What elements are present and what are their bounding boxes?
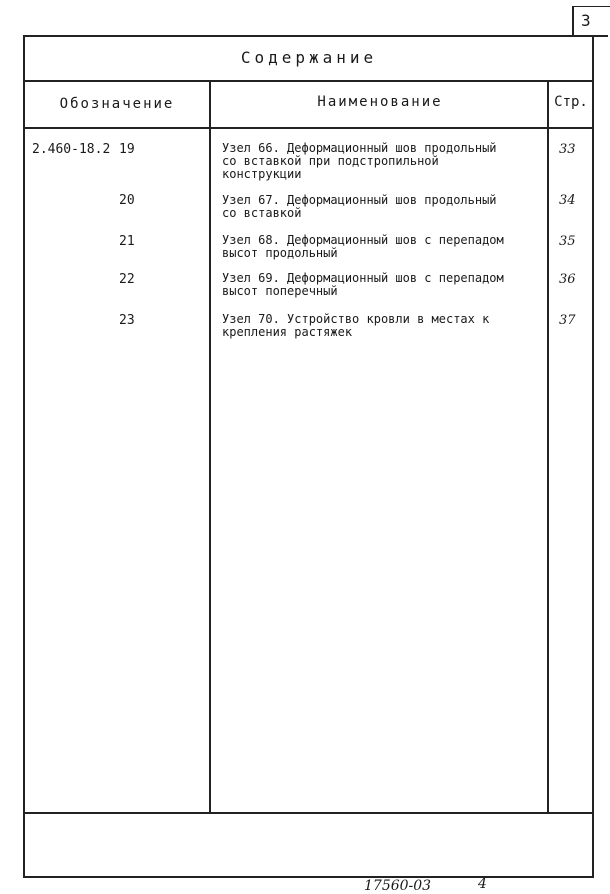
row-name-line: Узел 68. Деформационный шов с перепадом: [222, 233, 504, 247]
col-divider-2: [547, 81, 549, 813]
row-number: 20: [119, 193, 135, 208]
row-page: 35: [559, 234, 576, 249]
col-header-name: Наименование: [317, 94, 443, 110]
col-divider-1: [209, 81, 211, 813]
footer-code: 17560-03: [364, 878, 432, 894]
frame-bottom-line: [23, 876, 594, 878]
frame-left-line: [23, 35, 25, 878]
row-name-line: со вставкой при подстропильной: [222, 154, 439, 168]
row-page: 37: [559, 313, 576, 328]
row-name-line: высот продольный: [222, 246, 338, 260]
row-page: 34: [559, 193, 576, 208]
title-divider: [24, 80, 594, 82]
frame-right-line: [592, 35, 594, 878]
page-box-left: [572, 6, 574, 36]
page-box-top: [572, 6, 610, 7]
row-name-line: Узел 70. Устройство кровли в местах к: [222, 312, 490, 326]
row-name-line: Узел 69. Деформационный шов с перепадом: [222, 271, 504, 285]
header-divider: [24, 127, 594, 129]
row-number: 21: [119, 234, 135, 249]
row-name-line: высот поперечный: [222, 284, 338, 298]
page-title: Содержание: [240, 48, 378, 67]
footer-page: 4: [478, 876, 487, 892]
row-page: 33: [559, 142, 576, 157]
row-page: 36: [559, 272, 576, 287]
page-number: 3: [581, 11, 591, 30]
row-name-line: Узел 66. Деформационный шов продольный: [222, 141, 497, 155]
col-header-page: Стр.: [554, 94, 588, 110]
row-name-line: конструкции: [222, 167, 302, 181]
body-bottom-divider: [24, 812, 594, 814]
frame-top-line: [24, 35, 608, 37]
row-number: 19: [119, 142, 135, 157]
row-name-line: Узел 67. Деформационный шов продольный: [222, 193, 497, 207]
col-header-designation: Обозначение: [59, 96, 175, 112]
row-name-line: крепления растяжек: [222, 325, 353, 339]
row-number: 23: [119, 313, 135, 328]
row-number: 22: [119, 272, 135, 287]
row-name-line: со вставкой: [222, 206, 302, 220]
row-designation: 2.460-18.2: [32, 142, 111, 157]
